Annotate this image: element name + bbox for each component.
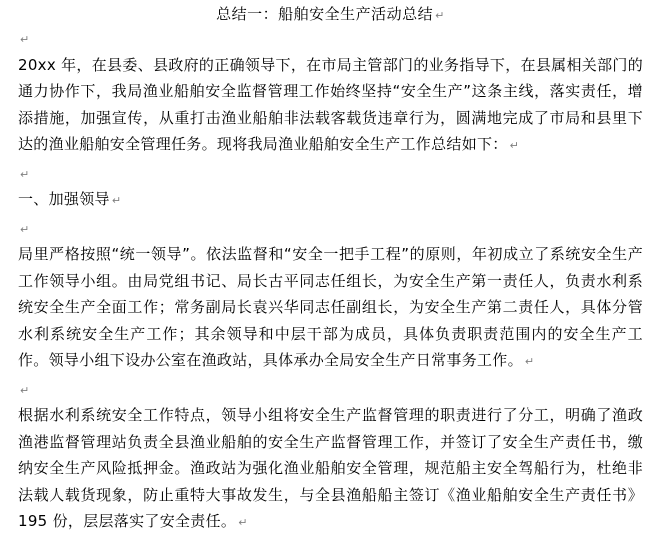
- blank-line: [18, 376, 643, 403]
- heading-text: 一、加强领导: [18, 190, 110, 208]
- paragraph-text: 20xx 年，在县委、县政府的正确领导下，在市局主管部门的业务指导下，在县属相关部门的通力协作下，我局渔业船舶安全监督管理工作始终坚持“安全生产”这条主线，落实责任，增添措施，加强宣传，从重打击渔业船舶非法载客载货违章行为，圆满地完成了市局和县里下达的渔业船舶安全管理任务。现将我局渔业船舶安全生产工作总结如下：: [18, 55, 643, 153]
- paragraph-leadership: [18, 241, 643, 376]
- title-text: 总结一：船舶安全生产活动总结: [216, 5, 434, 23]
- paragraph-mark: ↵: [20, 33, 30, 46]
- blank-line: [18, 25, 643, 52]
- paragraph-responsibility: [18, 402, 643, 537]
- blank-line: [18, 160, 643, 187]
- document-title: [18, 3, 643, 25]
- blank-line: [18, 215, 643, 242]
- paragraph-mark: ↵: [435, 9, 445, 22]
- paragraph-text: 根据水利系统安全工作特点，领导小组将安全生产监督管理的职责进行了分工，明确了渔政渔港监督管理站负责全县渔业船舶的安全生产监督管理工作，并签订了安全生产责任书，缴纳安全生产风险抵押金。渔政站为强化渔业船舶安全管理，规范船主安全驾船行为，杜绝非法载人载货现象，防止重特大事故发生，与全县渔船船主签订《渔业船舶安全生产责任书》195 份，层层落实了安全责任。: [18, 406, 643, 530]
- paragraph-text: 局里严格按照“统一领导”。依法监督和“安全一把手工程”的原则，年初成立了系统安全生产工作领导小组。由局党组书记、局长古平同志任组长，为安全生产第一责任人，负责水利系统安全生产全面工作；常务副局长袁兴华同志任副组长，为安全生产第二责任人，具体分管水利系统安全生产工作；其余领导和中层干部为成员，具体负责职责范围内的安全生产工作。领导小组下设办公室在渔政站，具体承办全局安全生产日常事务工作。: [18, 245, 643, 369]
- section-heading: [18, 186, 643, 215]
- paragraph-mark: ↵: [20, 167, 30, 181]
- paragraph-mark: ↵: [238, 516, 248, 529]
- paragraph-mark: ↵: [20, 222, 30, 236]
- paragraph-mark: ↵: [111, 194, 122, 207]
- paragraph-mark: ↵: [524, 355, 535, 368]
- paragraph-intro: [18, 52, 643, 160]
- paragraph-mark: ↵: [509, 139, 520, 152]
- paragraph-mark: ↵: [20, 383, 30, 397]
